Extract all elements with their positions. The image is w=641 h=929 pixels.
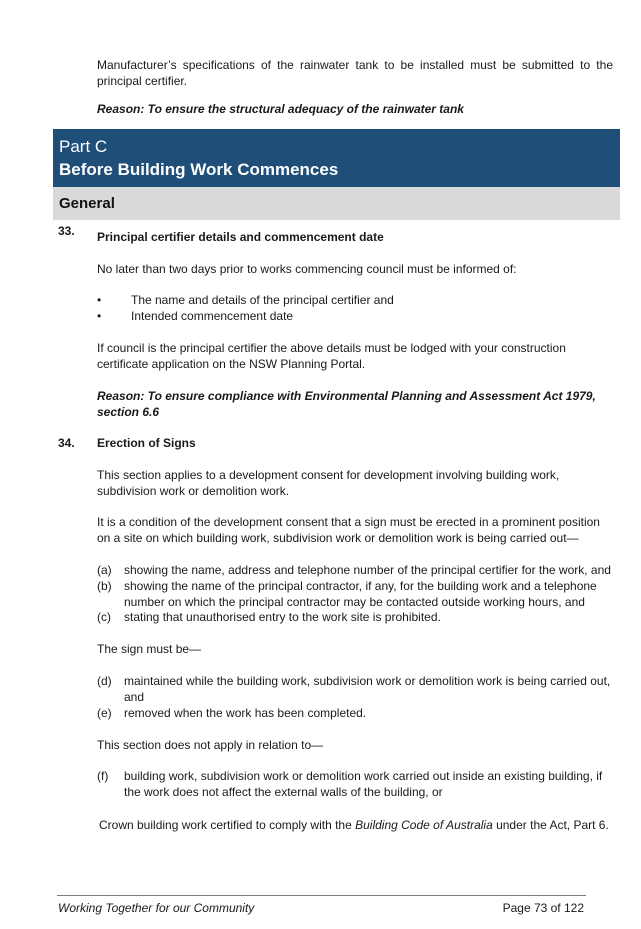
condition-34-text: It is a condition of the development consent that a sign must be erected in a prominent position on a site on which building work, subdivision work or demolition work is being carried out—: [97, 515, 600, 545]
bullet-text: Intended commencement date: [131, 309, 294, 323]
item-label: (b): [97, 579, 112, 593]
bullet-text: The name and details of the principal certifier and: [131, 293, 394, 307]
footer-divider: [57, 895, 586, 896]
item-label: (c): [97, 610, 111, 624]
item-text: showing the name, address and telephone number of the principal certifier for the work, and: [124, 563, 611, 577]
condition-33-number: 33.: [58, 224, 75, 238]
condition-33-title: Principal certifier details and commencement date: [97, 230, 384, 244]
intro-paragraph: Manufacturer’s specifications of the rainwater tank to be installed must be submitted to the principal certifier.: [97, 58, 613, 88]
section-title: General: [59, 195, 115, 212]
not-apply: This section does not apply in relation to—: [97, 738, 324, 752]
sign-must-be: The sign must be—: [97, 642, 202, 656]
section-banner: [53, 187, 620, 220]
intro-reason: Reason: To ensure the structural adequacy of the rainwater tank: [97, 102, 464, 116]
item-text: maintained while the building work, subdivision work or demolition work is being carried out, and: [124, 674, 611, 704]
crown-text-end: under the Act, Part 6.: [492, 818, 609, 832]
crown-text-start: Crown building work certified to comply with the: [99, 818, 356, 832]
part-title: Before Building Work Commences: [59, 160, 339, 179]
footer-motto: Working Together for our Community: [58, 901, 255, 915]
item-label: (e): [97, 706, 112, 720]
item-text: showing the name of the principal contractor, if any, for the building work and a telephone number on which the principal contractor may be contacted outside working hours, and: [124, 579, 597, 609]
building-code-reference: Building Code of Australia: [355, 818, 493, 832]
condition-34-title: Erection of Signs: [97, 436, 196, 450]
item-text: removed when the work has been completed.: [124, 706, 367, 720]
item-label: (f): [97, 769, 109, 783]
condition-33-intro: No later than two days prior to works commencing council must be informed of:: [97, 262, 517, 276]
condition-33-portal: If council is the principal certifier the above details must be lodged with your construction certificate application on the NSW Planning Portal.: [97, 341, 566, 371]
item-text: stating that unauthorised entry to the work site is prohibited.: [124, 610, 441, 624]
item-text: building work, subdivision work or demolition work carried out inside an existing building, if the work does not affect the external walls of the building, or: [124, 769, 603, 799]
condition-34-applies: This section applies to a development consent for development involving building work, subdivision work or demolition work.: [97, 468, 560, 498]
page-number: Page 73 of 122: [502, 901, 584, 915]
bullet-icon: •: [97, 293, 102, 307]
crown-building-work: [99, 817, 615, 833]
item-label: (a): [97, 563, 112, 577]
condition-33-reason: Reason: To ensure compliance with Environmental Planning and Assessment Act 1979, section 6.6: [97, 389, 596, 419]
part-banner: [53, 129, 620, 187]
item-label: (d): [97, 674, 112, 688]
condition-34-number: 34.: [58, 436, 75, 450]
bullet-icon: •: [97, 309, 102, 323]
part-label: Part C: [59, 137, 108, 156]
